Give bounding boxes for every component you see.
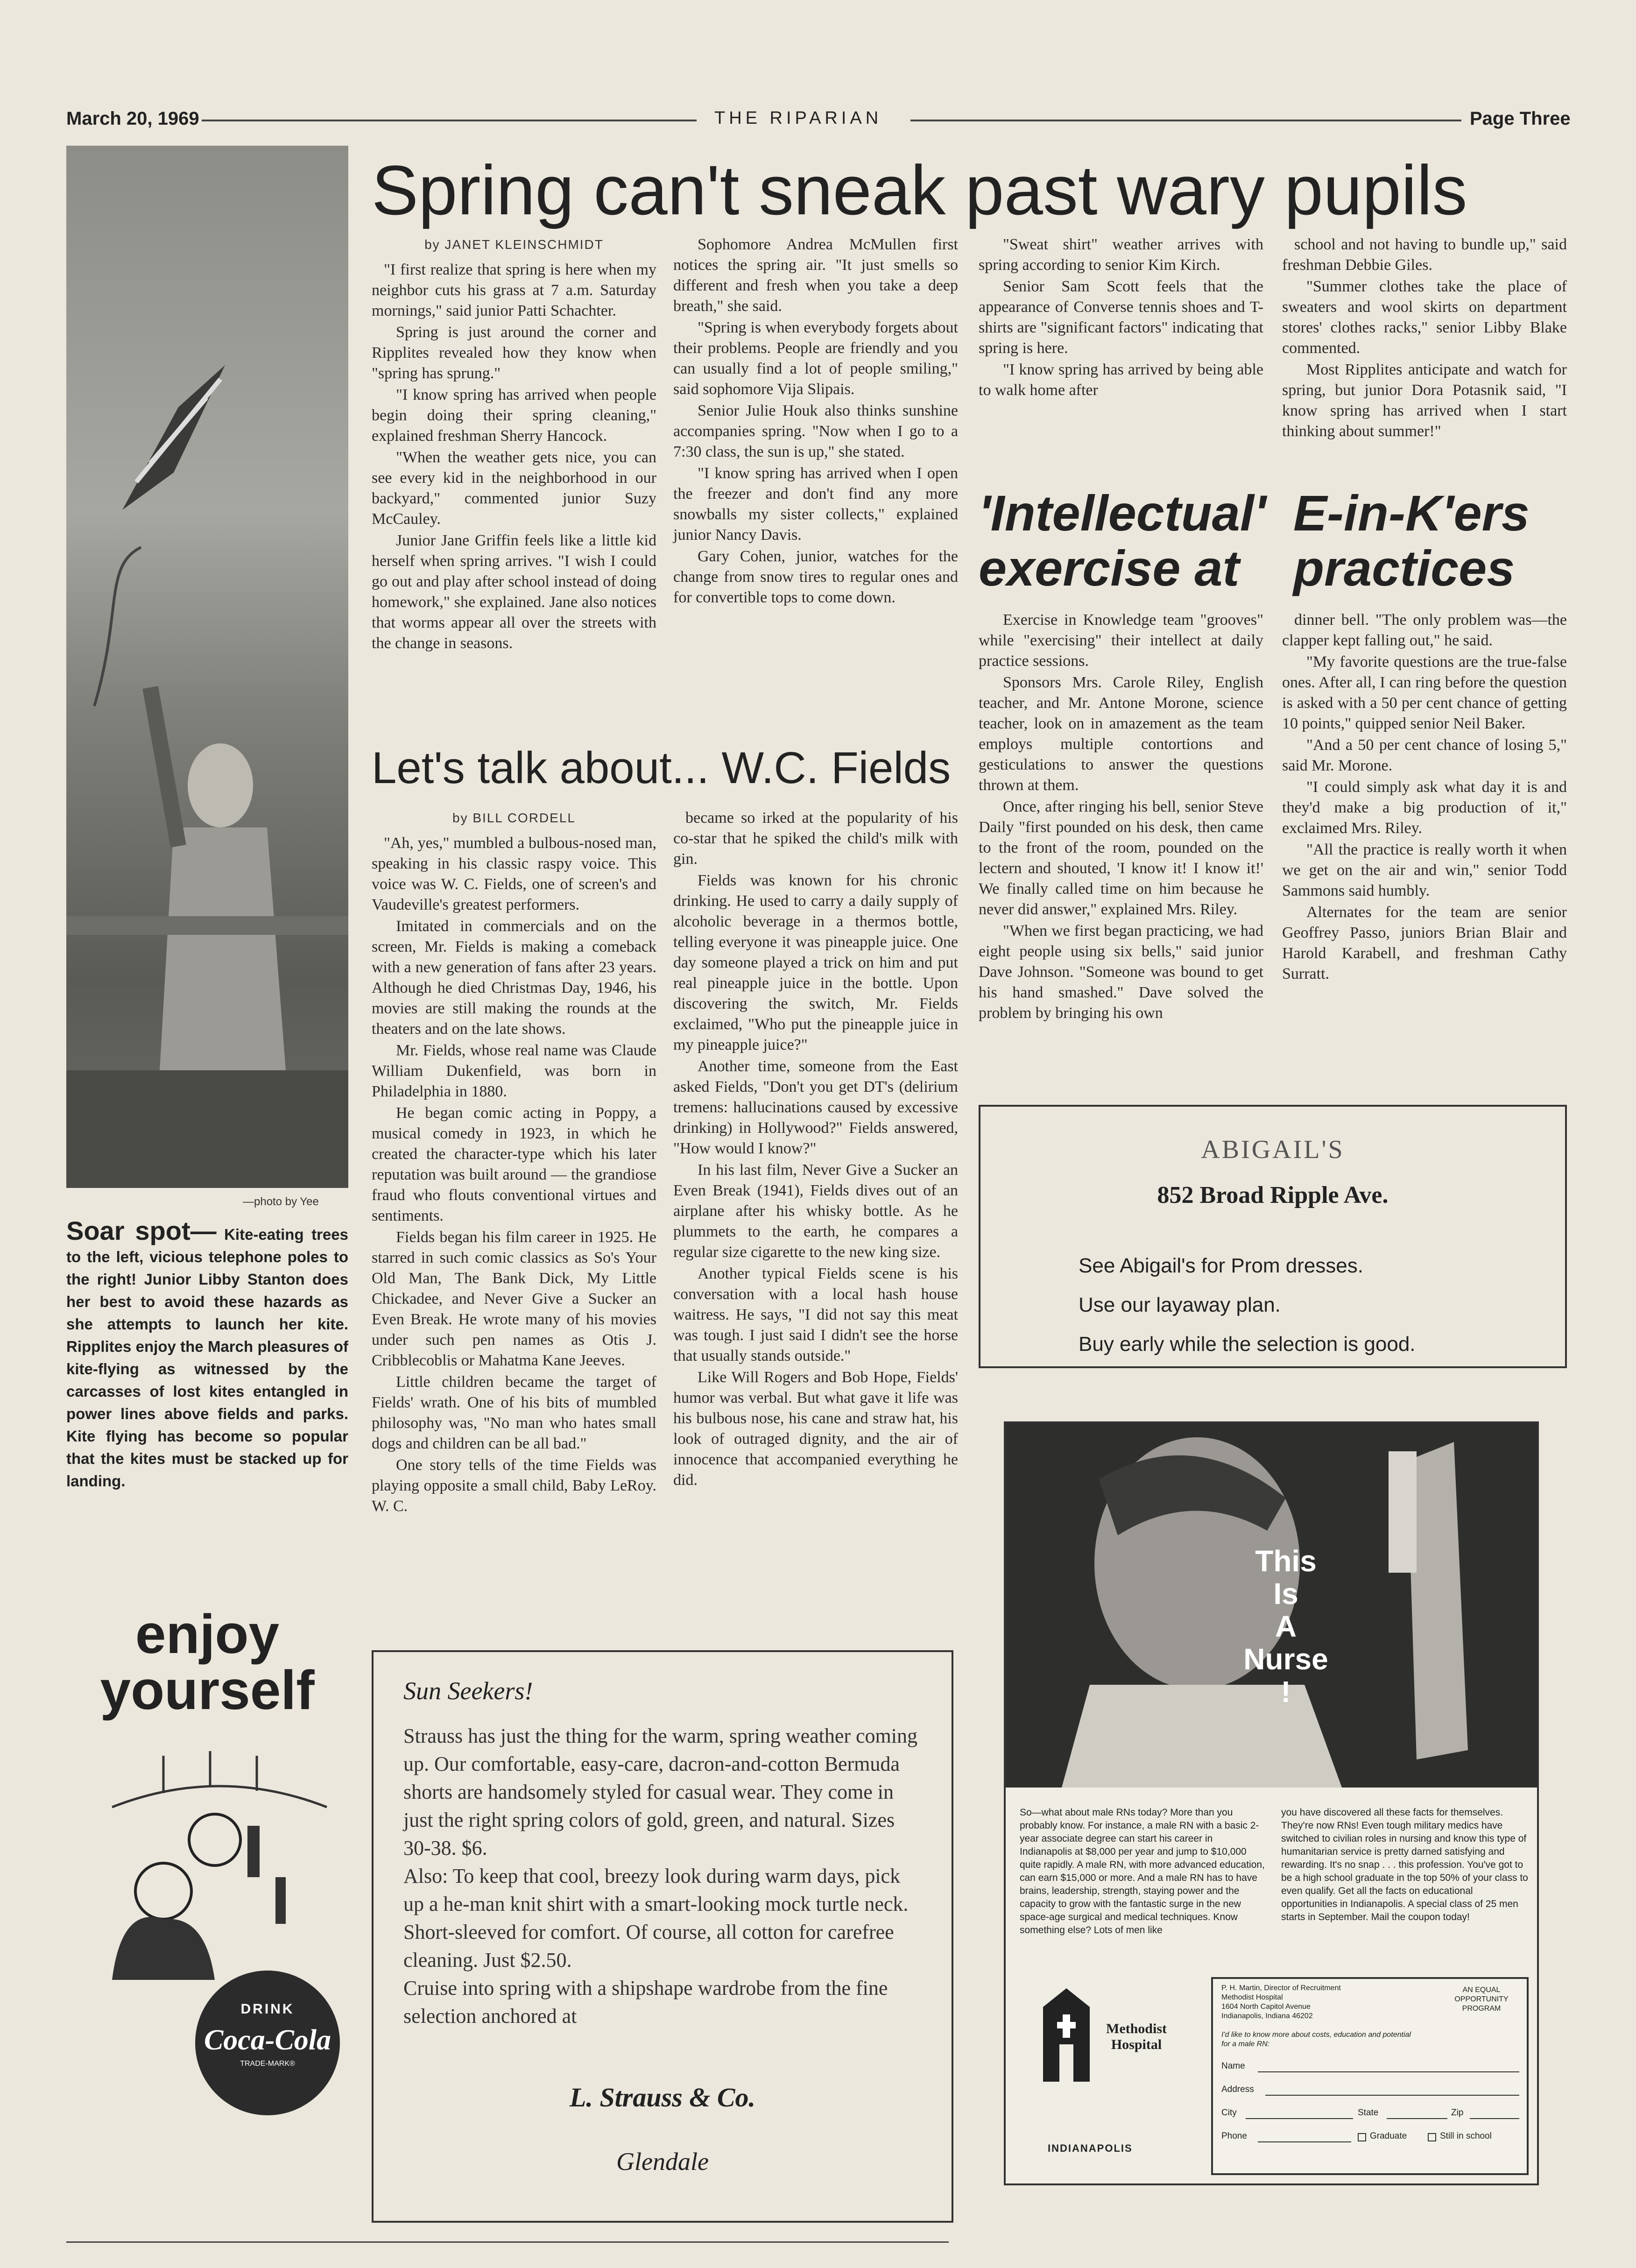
abigails-name: ABIGAIL'S (1201, 1135, 1345, 1164)
nurse-word-5: ! (1281, 1675, 1291, 1709)
caption-title: Soar spot— (66, 1216, 217, 1245)
nurse-ad (1004, 1421, 1539, 2185)
kite-photo (66, 146, 348, 1188)
hospital-name: Methodist Hospital (1106, 2021, 1167, 2052)
spring-p: "I know spring has arrived by being able to walk home after (979, 361, 1263, 399)
strauss-body (403, 1722, 922, 2030)
coupon-phone-label: Phone (1221, 2131, 1247, 2141)
spring-col-4 (1282, 234, 1567, 443)
spring-p: Sophomore Andrea McMullen first notices the spring air. "It just smells so different and fresh when you take a deep breath," she said. (673, 236, 958, 315)
strauss-ad (372, 1650, 953, 2223)
eink-col-1 (979, 610, 1263, 1024)
spring-p: Junior Jane Griffin feels like a little kid herself when spring arrives. "I wish I could go out and play after school instead of doing homework," she explained. Jane also notices that worms appear all over the streets with the change in seasons. (372, 532, 656, 652)
fields-p: Little children became the target of Fields' wrath. One of his bits of mumbled philosophy was, "No man who hates small dogs and children can be all bad." (372, 1373, 656, 1452)
abigails-address: 852 Broad Ripple Ave. (1157, 1182, 1389, 1208)
eink-p: dinner bell. "The only problem was—the clapper kept falling out," he said. (1282, 611, 1567, 649)
spring-p: "Sweat shirt" weather arrives with spring according to senior Kim Kirch. (979, 236, 1263, 274)
strauss-body-2: Also: To keep that cool, breezy look during warm days, pick up a he-man knit shirt with a smart-looking mock turtle neck. Short-sleeved for comfort. Of course, all cotton for carefree cleaning. Just $2.50. (403, 1865, 909, 1971)
strauss-body-1: Strauss has just the thing for the warm, spring weather coming up. Our comfortable, easy-care, dacron-and-cotton Bermuda shorts are handsomely styled for casual wear. They come in just the right spring colors of gold, green, and natural. Sizes 30-38. $6. (403, 1724, 918, 1859)
bottom-rule (66, 2241, 949, 2243)
eink-p: Sponsors Mrs. Carole Riley, English teacher, and Mr. Antone Morone, science teacher, look on in amazement as the team employs multiple contortions and gesticulations to answer the questions thrown at them. (979, 674, 1263, 794)
strauss-body-3: Cruise into spring with a shipshape wardrobe from the fine selection anchored at (403, 1977, 888, 2028)
eink-p: "All the practice is really worth it when we get on the air and win," senior Todd Sammons said humbly. (1282, 841, 1567, 899)
abigails-line-2: Use our layaway plan. (1079, 1293, 1281, 1316)
spring-col-2 (673, 234, 958, 609)
fields-col-1 (372, 808, 656, 1518)
coke-trademark: TRADE-MARK® (240, 2060, 295, 2068)
fields-p: Mr. Fields, whose real name was Claude William Dukenfield, was born in Philadelphia in 1880. (372, 1042, 656, 1100)
fields-p: Another typical Fields scene is his conversation with a local hash house waitress. He says, "I did not say this meat was tough. I just said I didn't see the horse that usually stands outside." (673, 1265, 958, 1364)
spring-p: Most Ripplites anticipate and watch for spring, but junior Dora Potasnik said, "I know spring has arrived when I start thinking about summer!" (1282, 361, 1567, 440)
spring-p: Senior Sam Scott feels that the appearance of Converse tennis shoes and T-shirts are "significant factors" indicating that spring is here. (979, 278, 1263, 357)
nurse-text-right: you have discovered all these facts for themselves. They're now RNs! Even tough military medics have switched to civilian roles in nursing and know this type of humanitarian service is pretty darned satisfying and rewarding. It's no snap . . . this profession. You've got to be a high school graduate in the top 50% of your class to even qualify. Get all the facts on educational opportunities in Indianapolis. A special class of 25 men starts in September. Mail the coupon today! (1281, 1807, 1528, 1922)
spring-p: "Summer clothes take the place of sweaters and wool skirts on department stores' clothes racks," senior Libby Blake commented. (1282, 278, 1567, 357)
strauss-store: L. Strauss & Co. (569, 2082, 756, 2113)
eink-headline-left: 'Intellectual' exercise at (979, 485, 1266, 596)
abigails-ad (979, 1105, 1567, 1368)
nurse-headline (1216, 1545, 1356, 1708)
fields-headline: Let's talk about... W.C. Fields (372, 743, 951, 793)
fields-p: became so irked at the popularity of his co-star that he spiked the child's milk with gin. (673, 809, 958, 868)
methodist-logo (1038, 1988, 1094, 2082)
coupon-graduate-checkbox[interactable] (1358, 2133, 1366, 2141)
fields-p: Fields began his film career in 1925. He starred in such comic classics as So's Your Old Man, The Bank Dick, My Little Chickadee, and Never Give a Sucker an Even Break. He wrote many of his movies under such pen names as Otis J. Cribblecoblis or Mahatma Kane Jeeves. (372, 1229, 656, 1369)
coupon-graduate-label: Graduate (1370, 2131, 1407, 2141)
fields-p: He began comic acting in Poppy, a musical comedy in 1923, in which he created the character-type which his later reputation was built around — the grandiose fraud who flouts conventional virtues and sentiments. (372, 1104, 656, 1224)
caption-text: Kite-eating trees to the left, vicious telephone poles to the right! Junior Libby Stanton does her best to avoid these hazards as she attempts to launch her kite. Ripplites enjoy the March pleasures of kite-flying as witnessed by the carcasses of lost kites entangled in power lines above fields and parks. Kite flying has become so popular that the kites must be stacked up for landing. (66, 1226, 348, 1490)
coke-slogan-2: yourself (100, 1660, 315, 1721)
coupon-city-field[interactable] (1246, 2118, 1353, 2119)
spring-p: Gary Cohen, junior, watches for the change from snow tires to regular ones and for convertible tops to come down. (673, 548, 958, 606)
spring-p: "Spring is when everybody forgets about their problems. People are friendly and you can usually find a lot of people smiling," said sophomore Vija Slipais. (673, 319, 958, 398)
photo-credit: —photo by Yee (243, 1195, 319, 1208)
coke-drink: DRINK (240, 2001, 295, 2017)
eink-p: "I could simply ask what day it is and they'd make a big production of it," exclaimed Mrs. Riley. (1282, 778, 1567, 837)
spring-p: "I know spring has arrived when people begin doing their spring cleaning," explained freshman Sherry Hancock. (372, 386, 656, 445)
abigails-line-1: See Abigail's for Prom dresses. (1079, 1254, 1364, 1277)
coupon-phone-field[interactable] (1258, 2141, 1351, 2142)
coupon-state-label: State (1358, 2108, 1379, 2118)
spring-p: school and not having to bundle up," said freshman Debbie Giles. (1282, 236, 1567, 274)
coupon-state-field[interactable] (1387, 2118, 1447, 2119)
header-page: Page Three (1470, 108, 1571, 129)
fields-byline: by BILL CORDELL (452, 811, 576, 825)
coupon-note: I'd like to know more about costs, education and potential for a male RN: (1221, 2031, 1411, 2048)
spring-p: Spring is just around the corner and Ripplites revealed how they know when "spring has sprung." (372, 324, 656, 382)
photo-caption (66, 1216, 348, 1492)
coupon-address-field[interactable] (1265, 2095, 1519, 2096)
eink-p: "When we first began practicing, we had eight people using six bells," said junior Dave Johnson. "Someone was bound to get his hand smashed." Dave solved the problem by bringing his own (979, 922, 1263, 1022)
header-date: March 20, 1969 (66, 108, 199, 129)
fields-p: "Ah, yes," mumbled a bulbous-nosed man, speaking in his classic raspy voice. This voice was W. C. Fields, one of screen's and Vaudeville's greatest performers. (372, 834, 656, 913)
hospital-city: INDIANAPOLIS (1048, 2142, 1133, 2154)
fields-p: Like Will Rogers and Bob Hope, Fields' humor was verbal. But what gave it life was his bulbous nose, his cane and straw hat, his look of outraged dignity, and the air of innocence that accompanied everything he did. (673, 1369, 958, 1489)
coupon-name-label: Name (1221, 2061, 1245, 2071)
fields-p: One story tells of the time Fields was playing opposite a small child, Baby LeRoy. W. C. (372, 1456, 656, 1515)
spring-p: "I first realize that spring is here when my neighbor cuts his grass at 7 a.m. Saturday mornings," said junior Patti Schachter. (372, 261, 656, 319)
girl-face (188, 743, 253, 827)
fields-p: Fields was known for his chronic drinking. He used to carry a daily supply of alcoholic beverage in a thermos bottle, telling everyone it was pineapple juice. One day someone played a trick on him and put real pineapple juice in the bottle. Upon discovering the switch, Mr. Fields exclaimed, "Who put the pineapple juice in my pineapple juice?" (673, 872, 958, 1053)
nurse-word-1: This (1255, 1544, 1317, 1578)
coupon-city-label: City (1221, 2108, 1237, 2118)
nurse-word-2: Is (1273, 1577, 1298, 1611)
strauss-location: Glendale (616, 2148, 709, 2176)
coupon-address-label: Address (1221, 2084, 1254, 2094)
header-paper: THE RIPARIAN (714, 108, 882, 128)
eink-p: "And a 50 per cent chance of losing 5," said Mr. Morone. (1282, 736, 1567, 774)
spring-p: Senior Julie Houk also thinks sunshine accompanies spring. "Now when I go to a 7:30 class, the sun is up," she stated. (673, 402, 958, 460)
coke-button (195, 1971, 340, 2115)
spring-byline: by JANET KLEINSCHMIDT (424, 237, 604, 252)
strauss-title: Sun Seekers! (403, 1677, 533, 1705)
eink-p: "My favorite questions are the true-false ones. After all, I can ring before the question is asked with a 50 per cent chance of getting 10 points," quipped senior Neil Baker. (1282, 653, 1567, 732)
eink-p: Exercise in Knowledge team "grooves" while "exercising" their intellect at daily practice sessions. (979, 611, 1263, 670)
coke-slogan-1: enjoy (135, 1604, 280, 1665)
coupon-eo: AN EQUAL OPPORTUNITY PROGRAM (1454, 1986, 1509, 2013)
coupon-name-field[interactable] (1258, 2071, 1519, 2072)
spring-headline: Spring can't sneak past wary pupils (372, 151, 1467, 229)
header-rule-right (910, 120, 1461, 121)
eink-col-2 (1282, 610, 1567, 985)
coupon-address: P. H. Martin, Director of Recruitment Methodist Hospital 1604 North Capitol Avenue Indianapolis, Indiana 46202 (1221, 1984, 1341, 2020)
fields-p: Imitated in commercials and on the screen, Mr. Fields is making a comeback with a new generation of fans after 23 years. Although he died Christmas Day, 1946, his movies are still making the rounds at the theaters and on the late shows. (372, 918, 656, 1038)
kite-photo-art (66, 146, 348, 1188)
header-rule-left (202, 120, 697, 121)
nurse-word-4: Nurse (1243, 1642, 1328, 1676)
fields-p: In his last film, Never Give a Sucker an Even Break (1941), Fields dives out of an airplane after his whisky bottle. As he plummets to the earth, he compares a regular size cigarette to the new king size. (673, 1161, 958, 1261)
spring-p: "I know spring has arrived when I open the freezer and don't find any more snowballs my sister collects," explained junior Nancy Davis. (673, 465, 958, 544)
eink-headline-right: E-in-K'ers practices (1293, 485, 1530, 596)
coupon (1211, 1977, 1529, 2175)
spring-col-1 (372, 234, 656, 655)
spring-p: "When the weather gets nice, you can see every kid in the neighborhood in our backyard," commented junior Suzy McCauley. (372, 449, 656, 528)
nurse-word-3: A (1275, 1610, 1297, 1643)
nurse-text-left: So—what about male RNs today? More than you probably know. For instance, a male RN with a basic 2-year associate degree can start his career in Indianapolis at $8,000 per year and jump to $10,000 quite rapidly. A male RN, with more advanced education, can earn $15,000 or more. And a male RN has to have brains, leadership, strength, staying power and the capacity to grow with the fantastic surge in the new space-age surgical and medical techniques. Know something else? Lots of men like (1020, 1807, 1265, 1936)
coke-brand: Coca-Cola (204, 2024, 331, 2056)
coupon-still-checkbox[interactable] (1428, 2133, 1436, 2141)
abigails-line-3: Buy early while the selection is good. (1079, 1333, 1416, 1356)
spring-col-3 (979, 234, 1263, 402)
fields-col-2 (673, 808, 958, 1491)
fields-p: Another time, someone from the East asked Fields, "Don't you get DT's (delirium tremens: hallucinations caused by excessive drinking) in Hollywood?" Fields answered, "How would I know?" (673, 1058, 958, 1157)
coupon-zip-label: Zip (1451, 2108, 1464, 2118)
eink-p: Once, after ringing his bell, senior Steve Daily "first pounded on his desk, then came to the front of the room, pounded on the lectern and shouted, 'I know it! I know it!' We finally called time on him because he never did answer," explained Mrs. Riley. (979, 798, 1263, 918)
coupon-still-label: Still in school (1440, 2131, 1492, 2141)
coupon-zip-field[interactable] (1470, 2118, 1519, 2119)
eink-p: Alternates for the team are senior Geoffrey Passo, juniors Brian Blair and Harold Karabell, and freshman Cathy Surratt. (1282, 904, 1567, 982)
